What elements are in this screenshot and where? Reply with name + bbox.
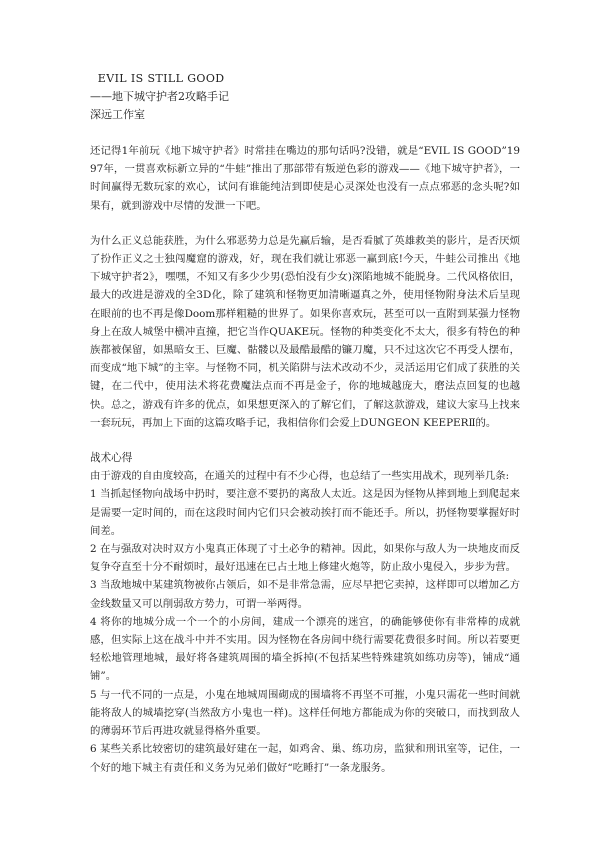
intro-paragraph-1: 还记得1年前玩《地下城守护者》时常挂在嘴边的那句话吗?没错，就是“EVIL IS GOOD”1997年，一贯喜欢标新立异的“牛蛙”推出了那部带有叛逆色彩的游戏——《地下城守护者》，一时间赢得无数玩家的欢心，试问有谁能纯洁到即使是心灵深处也没有一点点邪恶的念头呢?如果有，就到游戏中尽情的发泄一下吧。 <box>90 145 520 212</box>
document-author: 深远工作室 <box>90 108 145 121</box>
document-page <box>90 70 520 777</box>
document-subtitle: ——地下城守护者2攻略手记 <box>90 90 229 103</box>
tactic-item-3: 3 当敌地城中某建筑物被你占领后，如不是非常急需，应尽早把它卖掉，这样即可以增加乙方金线数量又可以削弱敌方势力，可谓一举两得。 <box>90 579 520 610</box>
tactic-item-1: 1 当抓起怪物向战场中扔时，要注意不要扔的离敌人太近。这是因为怪物从摔到地上到爬起来是需要一定时间的，而在这段时间内它们只会被动挨打而不能还手。所以，扔怪物要掌握好时间差。 <box>90 488 520 537</box>
spacer <box>90 432 520 449</box>
tactics-heading: 战术心得 <box>90 452 133 465</box>
tactics-intro: 由于游戏的自由度较高，在通关的过程中有不少心得，也总结了一些实用战术，现列举几条: <box>90 470 510 483</box>
document-title: EVIL IS STILL GOOD <box>90 72 225 85</box>
tactic-item-6: 6 某些关系比较密切的建筑最好建在一起，如鸡舍、巢、练功房，监狱和刑讯室等，记住，一个好的地下城主有责任和义务为兄弟们做好“吃睡打”一条龙服务。 <box>90 743 520 774</box>
intro-paragraph-2: 为什么正义总能获胜，为什么邪恶势力总是先赢后输，是否看腻了英雄救美的影片，是否厌烦了扮作正义之士独闯魔窟的游戏，好，现在我们就让邪恶一赢到底!今天，牛蛙公司推出《地下城守护者2》，嘿嘿，不知又有多少少男(恐怕没有少女)深陷地城不能脱身。二代风格依旧，最大的改进是游戏的全3D化，除了建筑和怪物更加清晰逼真之外，使用怪物附身法术后呈现在眼前的也不再是像Doom那样粗糙的世界了。如果你喜欢玩，甚至可以一直附到某强力怪物身上在敌人城堡中横冲直撞，把它当作QUAKE玩。怪物的种类变化不太大，很多有特色的种族都被保留，如黑暗女王、巨魔、骷髅以及最酷最酷的镰刀魔，只不过这次它不再受人摆布，而变成“地下城”的主宰。与怪物不同，机关陷阱与法术改动不少，灵活运用它们成了获胜的关键，在二代中，使用法术将花费魔法点而不再是金子，你的地城越庞大，磨法点回复的也越快。总之，游戏有许多的优点，如果想更深入的了解它们，了解这款游戏，建议大家马上找来一套玩玩，再加上下面的这篇攻略手记，我相信你们会爱上DUNGEON KEEPERⅡ的。 <box>90 234 520 429</box>
spacer <box>90 124 520 142</box>
spacer <box>90 215 520 232</box>
tactic-item-4: 4 将你的地城分成一个一个的小房间，建成一个漂亮的迷宫，的确能够使你有非常棒的成就感，但实际上这在战斗中并不实用。因为怪物在各房间中绕行需要花费很多时间。所以若要更轻松地管理地城，最好将各建筑周围的墙全拆掉(不包括某些特殊建筑如练功房等)，铺成“通铺”。 <box>90 615 520 683</box>
tactic-item-5: 5 与一代不同的一点是，小鬼在地城周围砌成的围墙将不再坚不可摧，小鬼只需花一些时间就能将敌人的城墙挖穿(当然敌方小鬼也一样)。这样任何地方都能成为你的突破口，而找到敌人的薄弱环节后再进攻就显得格外重要。 <box>90 688 520 738</box>
tactic-item-2: 2 在与强敌对决时双方小鬼真正体现了寸土必争的精神。因此，如果你与敌人为一块地皮而反复争夺直至十分不耐烦时，最好迅速在已占土地上修建火炮等，防止敌小鬼侵入，步步为营。 <box>90 543 520 574</box>
